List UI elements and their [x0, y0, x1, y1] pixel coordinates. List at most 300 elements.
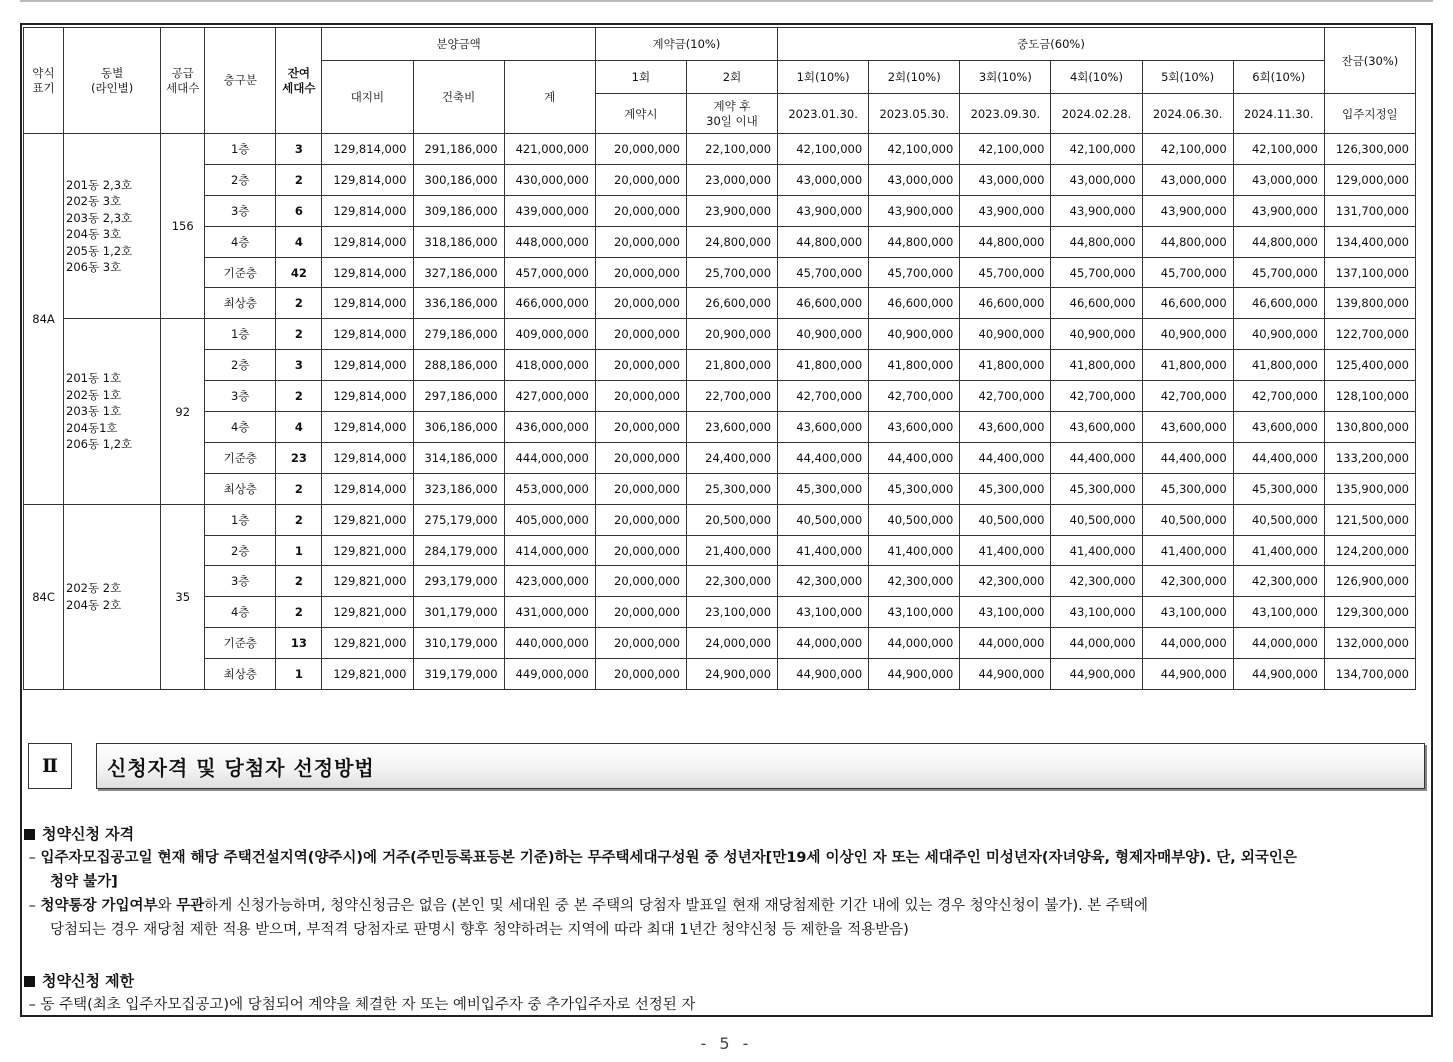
mid-payment-2-cell: 44,800,000: [869, 226, 960, 257]
deposit-1-cell: 20,000,000: [595, 134, 686, 165]
mid-payment-3-cell: 41,400,000: [960, 535, 1051, 566]
section-number: Ⅱ: [28, 743, 72, 789]
mid-payment-1-cell: 42,100,000: [778, 134, 869, 165]
building-price-cell: 310,179,000: [413, 628, 504, 659]
total-price-cell: 421,000,000: [504, 134, 595, 165]
qualification-heading: 청약신청 자격: [42, 825, 135, 843]
remaining-cell: 2: [276, 319, 322, 350]
mid-payment-6-cell: 42,700,000: [1233, 381, 1324, 412]
deposit-2-cell: 20,500,000: [686, 504, 777, 535]
deposit-2-cell: 23,000,000: [686, 164, 777, 195]
mid-payment-2-cell: 42,700,000: [869, 381, 960, 412]
qualification-item-1-cont: [24, 870, 1429, 894]
mid-payment-6-cell: 40,500,000: [1233, 504, 1324, 535]
mid-payment-3-cell: 44,400,000: [960, 442, 1051, 473]
mid-payment-1-cell: 41,800,000: [778, 350, 869, 381]
mid-payment-3-cell: 44,900,000: [960, 659, 1051, 690]
balance-cell: 126,900,000: [1324, 566, 1415, 597]
mid-payment-6-cell: 41,400,000: [1233, 535, 1324, 566]
deposit-1-cell: 20,000,000: [595, 442, 686, 473]
mid-payment-2-cell: 43,900,000: [869, 195, 960, 226]
table-row: [24, 597, 1416, 628]
building-price-cell: 318,186,000: [413, 226, 504, 257]
building-price-cell: 279,186,000: [413, 319, 504, 350]
deposit-1-cell: 20,000,000: [595, 319, 686, 350]
balance-cell: 121,500,000: [1324, 504, 1415, 535]
restriction-heading: 청약신청 제한: [42, 972, 135, 990]
floor-cell: 3층: [205, 195, 276, 226]
mid-payment-2-cell: 40,500,000: [869, 504, 960, 535]
restriction-item-1: – 동 주택(최초 입주자모집공고)에 당첨되어 계약을 체결한 자 또는 예비입주자 중 추가입주자로 선정된 자: [24, 997, 696, 1013]
mid-payment-5-cell: 41,800,000: [1142, 350, 1233, 381]
header-balance: 잔금(30%): [1324, 28, 1415, 94]
mid-payment-5-cell: 42,700,000: [1142, 381, 1233, 412]
mid-payment-6-cell: 46,600,000: [1233, 288, 1324, 319]
header-mid-5: 5회(10%): [1142, 61, 1233, 94]
qualification-item-2-cont: 당첨되는 경우 재당첨 제한 적용 받으며, 부적격 당첨자로 판명시 향후 청약하려는 지역에 따라 최대 1년간 청약신청 등 제한을 적용받음): [50, 922, 909, 938]
balance-cell: 134,700,000: [1324, 659, 1415, 690]
mid-payment-4-cell: 46,600,000: [1051, 288, 1142, 319]
mid-payment-5-cell: 44,400,000: [1142, 442, 1233, 473]
deposit-1-cell: 20,000,000: [595, 566, 686, 597]
land-price-cell: 129,814,000: [322, 473, 413, 504]
deposit-1-cell: 20,000,000: [595, 659, 686, 690]
mid-payment-5-cell: 42,100,000: [1142, 134, 1233, 165]
mid-payment-6-cell: 44,400,000: [1233, 442, 1324, 473]
building-price-cell: 327,186,000: [413, 257, 504, 288]
mid-payment-2-cell: 44,900,000: [869, 659, 960, 690]
deposit-2-cell: 23,100,000: [686, 597, 777, 628]
mid-payment-5-cell: 40,500,000: [1142, 504, 1233, 535]
dong-cell: 201동 2,3호 202동 3호 203동 2,3호 204동 3호 205동 1,2호 206동 3호: [64, 134, 161, 319]
mid-payment-6-cell: 45,700,000: [1233, 257, 1324, 288]
mid-payment-3-cell: 43,000,000: [960, 164, 1051, 195]
header-mid-2: 2회(10%): [869, 61, 960, 94]
header-deposit-1: 1회: [595, 61, 686, 94]
total-price-cell: 431,000,000: [504, 597, 595, 628]
deposit-2-cell: 24,800,000: [686, 226, 777, 257]
land-price-cell: 129,821,000: [322, 566, 413, 597]
section-title: 신청자격 및 당첨자 선정방법: [96, 743, 1425, 789]
deposit-1-cell: 20,000,000: [595, 597, 686, 628]
restriction-block: [24, 969, 1429, 1017]
floor-cell: 2층: [205, 164, 276, 195]
land-price-cell: 129,814,000: [322, 381, 413, 412]
restriction-line1: 동 주택(최초 입주자모집공고)에 당첨되어 계약을 체결한 자 또는 예비입주자 중 추가입주자로 선정된 자: [40, 997, 696, 1013]
table-row: [24, 628, 1416, 659]
land-price-cell: 129,814,000: [322, 195, 413, 226]
total-price-cell: 457,000,000: [504, 257, 595, 288]
top-border-line: [20, 0, 1433, 2]
qualification-item-1: – 입주자모집공고일 현재 해당 주택건설지역(양주시)에 거주(주민등록표등본 기준)하는 무주택세대구성원 중 성년자[만19세 이상인 자 또는 세대주인 미성년자(자녀양육, 형제자매부양). 단, 외국인은: [24, 850, 1297, 866]
qualification-line2-mid: 와: [157, 898, 177, 914]
header-mid-date-1: 2023.01.30.: [778, 94, 869, 134]
qualification-line1-cont: 청약 불가]: [50, 874, 118, 890]
table-row: [24, 442, 1416, 473]
header-deposit: 계약금(10%): [595, 28, 777, 61]
mid-payment-4-cell: 41,400,000: [1051, 535, 1142, 566]
dong-cell: 202동 2호 204동 2호: [64, 504, 161, 689]
header-floor: 층구분: [205, 28, 276, 134]
header-remaining: 잔여 세대수: [276, 28, 322, 134]
remaining-cell: 3: [276, 134, 322, 165]
header-land: 대지비: [322, 61, 413, 134]
deposit-1-cell: 20,000,000: [595, 195, 686, 226]
header-mid-date-6: 2024.11.30.: [1233, 94, 1324, 134]
deposit-1-cell: 20,000,000: [595, 535, 686, 566]
page-number: - 5 -: [700, 1034, 753, 1053]
mid-payment-5-cell: 44,000,000: [1142, 628, 1233, 659]
building-price-cell: 309,186,000: [413, 195, 504, 226]
floor-cell: 1층: [205, 134, 276, 165]
price-table: [23, 27, 1416, 690]
total-price-cell: 440,000,000: [504, 628, 595, 659]
mid-payment-2-cell: 42,300,000: [869, 566, 960, 597]
balance-cell: 139,800,000: [1324, 288, 1415, 319]
table-row: [24, 319, 1416, 350]
total-price-cell: 418,000,000: [504, 350, 595, 381]
mid-payment-5-cell: 43,100,000: [1142, 597, 1233, 628]
type-abbr-cell: 84A: [24, 134, 64, 505]
total-price-cell: 423,000,000: [504, 566, 595, 597]
floor-cell: 최상층: [205, 288, 276, 319]
mid-payment-5-cell: 42,300,000: [1142, 566, 1233, 597]
table-row: [24, 288, 1416, 319]
table-row: [24, 412, 1416, 443]
mid-payment-2-cell: 40,900,000: [869, 319, 960, 350]
mid-payment-6-cell: 42,100,000: [1233, 134, 1324, 165]
mid-payment-2-cell: 42,100,000: [869, 134, 960, 165]
mid-payment-5-cell: 41,400,000: [1142, 535, 1233, 566]
mid-payment-4-cell: 44,900,000: [1051, 659, 1142, 690]
deposit-2-cell: 21,800,000: [686, 350, 777, 381]
table-row: [24, 473, 1416, 504]
land-price-cell: 129,814,000: [322, 442, 413, 473]
mid-payment-3-cell: 43,900,000: [960, 195, 1051, 226]
remaining-cell: 2: [276, 504, 322, 535]
land-price-cell: 129,814,000: [322, 226, 413, 257]
balance-cell: 122,700,000: [1324, 319, 1415, 350]
header-supply: 공급 세대수: [161, 28, 205, 134]
header-mid-1: 1회(10%): [778, 61, 869, 94]
mid-payment-5-cell: 45,700,000: [1142, 257, 1233, 288]
building-price-cell: 288,186,000: [413, 350, 504, 381]
square-bullet-icon: [24, 829, 35, 840]
mid-payment-1-cell: 44,800,000: [778, 226, 869, 257]
deposit-2-cell: 24,000,000: [686, 628, 777, 659]
table-row: [24, 659, 1416, 690]
mid-payment-6-cell: 45,300,000: [1233, 473, 1324, 504]
total-price-cell: 430,000,000: [504, 164, 595, 195]
floor-cell: 4층: [205, 597, 276, 628]
deposit-2-cell: 22,300,000: [686, 566, 777, 597]
land-price-cell: 129,821,000: [322, 597, 413, 628]
deposit-2-cell: 25,700,000: [686, 257, 777, 288]
mid-payment-6-cell: 44,900,000: [1233, 659, 1324, 690]
floor-cell: 기준층: [205, 628, 276, 659]
mid-payment-6-cell: 43,600,000: [1233, 412, 1324, 443]
header-deposit-2-when: 계약 후 30일 이내: [686, 94, 777, 134]
mid-payment-4-cell: 42,700,000: [1051, 381, 1142, 412]
table-row: [24, 134, 1416, 165]
remaining-cell: 1: [276, 659, 322, 690]
total-price-cell: 453,000,000: [504, 473, 595, 504]
total-price-cell: 409,000,000: [504, 319, 595, 350]
remaining-cell: 3: [276, 350, 322, 381]
mid-payment-4-cell: 40,900,000: [1051, 319, 1142, 350]
building-price-cell: 284,179,000: [413, 535, 504, 566]
deposit-2-cell: 24,900,000: [686, 659, 777, 690]
table-row: [24, 535, 1416, 566]
balance-cell: 133,200,000: [1324, 442, 1415, 473]
total-price-cell: 439,000,000: [504, 195, 595, 226]
mid-payment-6-cell: 43,100,000: [1233, 597, 1324, 628]
qualification-item-2: – 청약통장 가입여부와 무관하게 신청가능하며, 청약신청금은 없음 (본인 및 세대원 중 본 주택의 당첨자 발표일 현재 재당첨제한 기간 내에 있는 경우 청약신청이 불가). 본 주택에: [24, 898, 1148, 914]
deposit-1-cell: 20,000,000: [595, 257, 686, 288]
remaining-cell: 6: [276, 195, 322, 226]
total-price-cell: 449,000,000: [504, 659, 595, 690]
deposit-2-cell: 22,100,000: [686, 134, 777, 165]
mid-payment-3-cell: 44,800,000: [960, 226, 1051, 257]
mid-payment-2-cell: 44,400,000: [869, 442, 960, 473]
balance-cell: 129,000,000: [1324, 164, 1415, 195]
mid-payment-3-cell: 42,100,000: [960, 134, 1051, 165]
floor-cell: 4층: [205, 412, 276, 443]
floor-cell: 기준층: [205, 257, 276, 288]
mid-payment-4-cell: 45,300,000: [1051, 473, 1142, 504]
mid-payment-5-cell: 40,900,000: [1142, 319, 1233, 350]
qualification-line2-rest: 하게 신청가능하며, 청약신청금은 없음 (본인 및 세대원 중 본 주택의 당첨자 발표일 현재 재당첨제한 기간 내에 있는 경우 청약신청이 불가). 본 주택에: [204, 898, 1148, 914]
table-row: [24, 504, 1416, 535]
building-price-cell: 300,186,000: [413, 164, 504, 195]
mid-payment-3-cell: 44,000,000: [960, 628, 1051, 659]
deposit-1-cell: 20,000,000: [595, 504, 686, 535]
header-mid-date-4: 2024.02.28.: [1051, 94, 1142, 134]
header-building: 건축비: [413, 61, 504, 134]
land-price-cell: 129,814,000: [322, 164, 413, 195]
section-header: [28, 743, 1425, 789]
header-balance-when: 입주지정일: [1324, 94, 1415, 134]
total-price-cell: 444,000,000: [504, 442, 595, 473]
supply-cell: 35: [161, 504, 205, 689]
mid-payment-4-cell: 43,100,000: [1051, 597, 1142, 628]
building-price-cell: 301,179,000: [413, 597, 504, 628]
mid-payment-5-cell: 43,600,000: [1142, 412, 1233, 443]
mid-payment-1-cell: 40,900,000: [778, 319, 869, 350]
supply-cell: 156: [161, 134, 205, 319]
remaining-cell: 2: [276, 381, 322, 412]
deposit-1-cell: 20,000,000: [595, 381, 686, 412]
building-price-cell: 297,186,000: [413, 381, 504, 412]
header-mid-date-2: 2023.05.30.: [869, 94, 960, 134]
remaining-cell: 2: [276, 473, 322, 504]
mid-payment-3-cell: 40,900,000: [960, 319, 1051, 350]
header-mid-date-3: 2023.09.30.: [960, 94, 1051, 134]
mid-payment-1-cell: 41,400,000: [778, 535, 869, 566]
total-price-cell: 466,000,000: [504, 288, 595, 319]
mid-payment-3-cell: 42,300,000: [960, 566, 1051, 597]
mid-payment-3-cell: 45,300,000: [960, 473, 1051, 504]
building-price-cell: 293,179,000: [413, 566, 504, 597]
building-price-cell: 275,179,000: [413, 504, 504, 535]
mid-payment-4-cell: 42,100,000: [1051, 134, 1142, 165]
mid-payment-6-cell: 43,000,000: [1233, 164, 1324, 195]
header-dong: 동별 (라인별): [64, 28, 161, 134]
mid-payment-1-cell: 45,700,000: [778, 257, 869, 288]
deposit-2-cell: 22,700,000: [686, 381, 777, 412]
land-price-cell: 129,814,000: [322, 350, 413, 381]
building-price-cell: 323,186,000: [413, 473, 504, 504]
mid-payment-5-cell: 43,900,000: [1142, 195, 1233, 226]
table-row: [24, 195, 1416, 226]
balance-cell: 130,800,000: [1324, 412, 1415, 443]
header-deposit-2: 2회: [686, 61, 777, 94]
land-price-cell: 129,814,000: [322, 257, 413, 288]
balance-cell: 124,200,000: [1324, 535, 1415, 566]
type-abbr-cell: 84C: [24, 504, 64, 689]
total-price-cell: 414,000,000: [504, 535, 595, 566]
supply-cell: 92: [161, 319, 205, 504]
building-price-cell: 314,186,000: [413, 442, 504, 473]
remaining-cell: 4: [276, 226, 322, 257]
deposit-1-cell: 20,000,000: [595, 226, 686, 257]
deposit-2-cell: 25,300,000: [686, 473, 777, 504]
mid-payment-3-cell: 46,600,000: [960, 288, 1051, 319]
deposit-2-cell: 24,400,000: [686, 442, 777, 473]
mid-payment-4-cell: 40,500,000: [1051, 504, 1142, 535]
land-price-cell: 129,821,000: [322, 659, 413, 690]
mid-payment-6-cell: 44,800,000: [1233, 226, 1324, 257]
mid-payment-1-cell: 42,300,000: [778, 566, 869, 597]
balance-cell: 135,900,000: [1324, 473, 1415, 504]
balance-cell: 129,300,000: [1324, 597, 1415, 628]
mid-payment-1-cell: 40,500,000: [778, 504, 869, 535]
land-price-cell: 129,814,000: [322, 288, 413, 319]
mid-payment-1-cell: 45,300,000: [778, 473, 869, 504]
total-price-cell: 436,000,000: [504, 412, 595, 443]
mid-payment-1-cell: 43,100,000: [778, 597, 869, 628]
mid-payment-6-cell: 43,900,000: [1233, 195, 1324, 226]
land-price-cell: 129,814,000: [322, 412, 413, 443]
remaining-cell: 42: [276, 257, 322, 288]
mid-payment-1-cell: 44,000,000: [778, 628, 869, 659]
deposit-1-cell: 20,000,000: [595, 473, 686, 504]
mid-payment-2-cell: 43,000,000: [869, 164, 960, 195]
land-price-cell: 129,814,000: [322, 319, 413, 350]
deposit-1-cell: 20,000,000: [595, 288, 686, 319]
floor-cell: 2층: [205, 535, 276, 566]
deposit-2-cell: 20,900,000: [686, 319, 777, 350]
qualification-line2-bold2: 무관: [176, 898, 205, 914]
mid-payment-3-cell: 42,700,000: [960, 381, 1051, 412]
mid-payment-3-cell: 43,100,000: [960, 597, 1051, 628]
balance-cell: 125,400,000: [1324, 350, 1415, 381]
total-price-cell: 405,000,000: [504, 504, 595, 535]
restriction-heading-row: [24, 969, 1429, 993]
table-row: [24, 381, 1416, 412]
mid-payment-2-cell: 44,000,000: [869, 628, 960, 659]
mid-payment-1-cell: 43,600,000: [778, 412, 869, 443]
floor-cell: 3층: [205, 566, 276, 597]
floor-cell: 최상층: [205, 659, 276, 690]
mid-payment-2-cell: 43,100,000: [869, 597, 960, 628]
table-row: [24, 566, 1416, 597]
mid-payment-4-cell: 41,800,000: [1051, 350, 1142, 381]
land-price-cell: 129,821,000: [322, 504, 413, 535]
qualification-line1: 입주자모집공고일 현재 해당 주택건설지역(양주시)에 거주(주민등록표등본 기준)하는 무주택세대구성원 중 성년자[만19세 이상인 자 또는 세대주인 미성년자(자녀양육, 형제자매부양). 단, 외국인은: [40, 850, 1297, 866]
qualification-line2-bold1: 청약통장 가입여부: [40, 898, 158, 914]
floor-cell: 기준층: [205, 442, 276, 473]
deposit-2-cell: 23,600,000: [686, 412, 777, 443]
balance-cell: 126,300,000: [1324, 134, 1415, 165]
balance-cell: 128,100,000: [1324, 381, 1415, 412]
mid-payment-2-cell: 45,300,000: [869, 473, 960, 504]
mid-payment-5-cell: 46,600,000: [1142, 288, 1233, 319]
mid-payment-4-cell: 44,400,000: [1051, 442, 1142, 473]
mid-payment-2-cell: 46,600,000: [869, 288, 960, 319]
balance-cell: 131,700,000: [1324, 195, 1415, 226]
floor-cell: 최상층: [205, 473, 276, 504]
mid-payment-5-cell: 43,000,000: [1142, 164, 1233, 195]
mid-payment-2-cell: 43,600,000: [869, 412, 960, 443]
mid-payment-4-cell: 44,000,000: [1051, 628, 1142, 659]
building-price-cell: 336,186,000: [413, 288, 504, 319]
mid-payment-5-cell: 45,300,000: [1142, 473, 1233, 504]
balance-cell: 134,400,000: [1324, 226, 1415, 257]
header-mid-date-5: 2024.06.30.: [1142, 94, 1233, 134]
deposit-1-cell: 20,000,000: [595, 412, 686, 443]
mid-payment-2-cell: 41,400,000: [869, 535, 960, 566]
deposit-1-cell: 20,000,000: [595, 628, 686, 659]
remaining-cell: 2: [276, 566, 322, 597]
mid-payment-6-cell: 44,000,000: [1233, 628, 1324, 659]
header-mid-4: 4회(10%): [1051, 61, 1142, 94]
header-abbr: 약식 표기: [24, 28, 64, 134]
mid-payment-4-cell: 42,300,000: [1051, 566, 1142, 597]
header-sale-price: 분양금액: [322, 28, 595, 61]
floor-cell: 3층: [205, 381, 276, 412]
deposit-2-cell: 21,400,000: [686, 535, 777, 566]
remaining-cell: 4: [276, 412, 322, 443]
remaining-cell: 23: [276, 442, 322, 473]
mid-payment-5-cell: 44,800,000: [1142, 226, 1233, 257]
floor-cell: 4층: [205, 226, 276, 257]
total-price-cell: 448,000,000: [504, 226, 595, 257]
mid-payment-1-cell: 43,900,000: [778, 195, 869, 226]
table-row: [24, 350, 1416, 381]
mid-payment-3-cell: 40,500,000: [960, 504, 1051, 535]
mid-payment-1-cell: 46,600,000: [778, 288, 869, 319]
header-total: 계: [504, 61, 595, 134]
mid-payment-1-cell: 44,900,000: [778, 659, 869, 690]
building-price-cell: 319,179,000: [413, 659, 504, 690]
mid-payment-3-cell: 43,600,000: [960, 412, 1051, 443]
mid-payment-4-cell: 45,700,000: [1051, 257, 1142, 288]
square-bullet-icon: [24, 976, 35, 987]
deposit-1-cell: 20,000,000: [595, 164, 686, 195]
land-price-cell: 129,821,000: [322, 628, 413, 659]
mid-payment-4-cell: 43,900,000: [1051, 195, 1142, 226]
mid-payment-2-cell: 45,700,000: [869, 257, 960, 288]
mid-payment-4-cell: 43,600,000: [1051, 412, 1142, 443]
remaining-cell: 2: [276, 597, 322, 628]
mid-payment-1-cell: 44,400,000: [778, 442, 869, 473]
deposit-2-cell: 26,600,000: [686, 288, 777, 319]
remaining-cell: 1: [276, 535, 322, 566]
deposit-2-cell: 23,900,000: [686, 195, 777, 226]
table-header: [24, 28, 1416, 134]
mid-payment-1-cell: 42,700,000: [778, 381, 869, 412]
